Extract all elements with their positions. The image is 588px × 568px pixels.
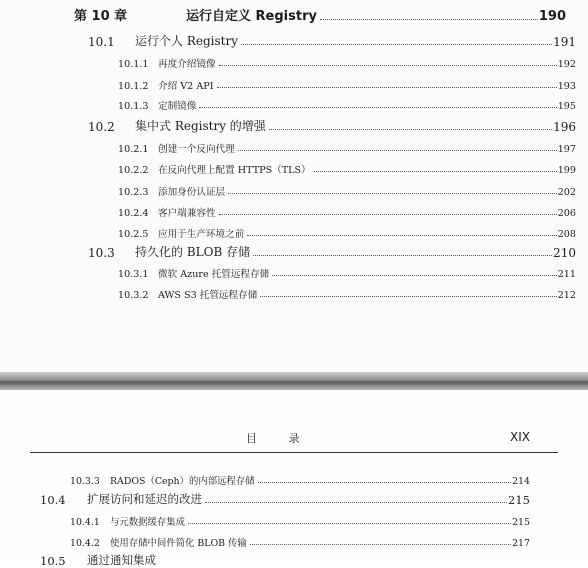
entry-number: 10.4.1 (70, 517, 100, 528)
toc-entry-10-1-2 (118, 78, 576, 92)
toc-page-lower (0, 390, 588, 568)
leader-dots (258, 482, 512, 483)
entry-number: 10.2 (88, 120, 115, 134)
leader-dots (205, 502, 507, 503)
entry-page: 202 (557, 187, 576, 198)
entry-title: 在反向代理上配置 HTTPS（TLS） (158, 165, 311, 176)
entry-page: 196 (553, 120, 576, 134)
entry-page: 191 (553, 35, 576, 49)
leader-dots (219, 214, 557, 215)
page-gap-divider (0, 372, 588, 390)
leader-dots (314, 171, 557, 172)
entry-title: 微软 Azure 托管远程存储 (158, 269, 270, 280)
entry-page: 199 (557, 165, 576, 176)
toc-entry-10-3-2 (118, 287, 576, 301)
entry-page: 215 (512, 517, 530, 528)
running-header-title: 目 录 (246, 432, 314, 445)
leader-dots (217, 87, 557, 88)
entry-page: 197 (557, 144, 576, 155)
entry-page: 195 (557, 101, 576, 112)
entry-number: 10.1.2 (118, 81, 149, 92)
toc-entry-10-2-3 (118, 184, 576, 198)
entry-number: 10.5 (40, 554, 66, 568)
toc-entry-10-1-1 (118, 56, 576, 70)
leader-dots (260, 296, 556, 297)
leader-dots (188, 523, 511, 524)
entry-number: 10.2.2 (118, 165, 149, 176)
toc-entry-10-5 (40, 552, 340, 568)
clipped-entry-wrapper (40, 552, 340, 568)
entry-number: 10.2.4 (118, 208, 149, 219)
leader-dots (250, 544, 511, 545)
entry-page: 212 (557, 290, 576, 301)
toc-entry-10-1-3 (118, 98, 576, 112)
entry-number: 10.4.2 (70, 538, 100, 549)
toc-entry-10-4 (40, 491, 530, 507)
leader-dots (320, 19, 538, 20)
entry-title: 集中式 Registry 的增强 (135, 119, 266, 133)
toc-entry-10-3-3 (70, 473, 530, 487)
entry-title: 运行个人 Registry (135, 34, 238, 48)
chapter-title: 运行自定义 Registry (186, 9, 317, 24)
leader-dots (253, 255, 552, 256)
entry-number: 10.1 (88, 35, 115, 49)
toc-entry-10-2 (88, 117, 576, 134)
entry-number: 10.1.1 (118, 59, 149, 70)
entry-number: 10.2.1 (118, 144, 149, 155)
running-header-page-number: XIX (510, 430, 530, 444)
toc-entry-10-1 (88, 32, 576, 49)
entry-page: 208 (557, 229, 576, 240)
entry-title: 创建一个反向代理 (158, 144, 235, 155)
toc-entry-10-4-1 (70, 514, 530, 528)
entry-page: 215 (508, 493, 530, 507)
toc-entry-10-3 (88, 243, 576, 260)
entry-number: 10.2.5 (118, 229, 149, 240)
leader-dots (228, 193, 557, 194)
entry-number: 10.1.3 (118, 101, 149, 112)
entry-number: 10.4 (40, 493, 66, 507)
entry-page: 206 (557, 208, 576, 219)
entry-number: 10.3.2 (118, 290, 149, 301)
leader-dots (241, 44, 552, 45)
entry-title: 通过通知集成 (87, 553, 156, 567)
entry-number: 10.3.1 (118, 269, 149, 280)
chapter-number: 第 10 章 (74, 9, 128, 24)
entry-title: 再度介绍镜像 (158, 59, 216, 70)
leader-dots (247, 235, 556, 236)
entry-title: RADOS（Ceph）的内部远程存储 (110, 476, 255, 487)
entry-title: 与元数据缓存集成 (110, 517, 186, 528)
entry-page: 217 (512, 538, 530, 549)
entry-title: 使用存储中间件简化 BLOB 传输 (110, 538, 247, 549)
entry-title: AWS S3 托管远程存储 (158, 290, 258, 301)
toc-entry-10-4-2 (70, 535, 530, 549)
entry-title: 介绍 V2 API (158, 81, 214, 92)
leader-dots (219, 65, 557, 66)
leader-dots (199, 107, 556, 108)
leader-dots (238, 150, 557, 151)
toc-entry-10-2-1 (118, 141, 576, 155)
entry-page: 210 (553, 246, 576, 260)
entry-title: 持久化的 BLOB 存储 (135, 245, 251, 259)
entry-page: 192 (557, 59, 576, 70)
toc-entry-10-2-5 (118, 226, 576, 240)
entry-page: 214 (512, 476, 530, 487)
entry-number: 10.2.3 (118, 187, 149, 198)
leader-dots (272, 275, 556, 276)
entry-title: 添加身份认证层 (158, 187, 226, 198)
entry-number: 10.3 (88, 246, 115, 260)
toc-entry-10-2-2 (118, 162, 576, 176)
toc-entry-10-2-4 (118, 205, 576, 219)
entry-page: 211 (557, 269, 576, 280)
entry-title: 客户端兼容性 (158, 208, 216, 219)
chapter-page: 190 (538, 9, 566, 24)
chapter-10-entry (0, 5, 566, 24)
toc-entry-10-3-1 (118, 266, 576, 280)
entry-title: 定制镜像 (158, 101, 197, 112)
entry-number: 10.3.3 (70, 476, 100, 487)
entry-page: 193 (557, 81, 576, 92)
entry-title: 应用于生产环境之前 (158, 229, 245, 240)
leader-dots (269, 129, 552, 130)
entry-title: 扩展访问和延迟的改进 (87, 492, 202, 506)
